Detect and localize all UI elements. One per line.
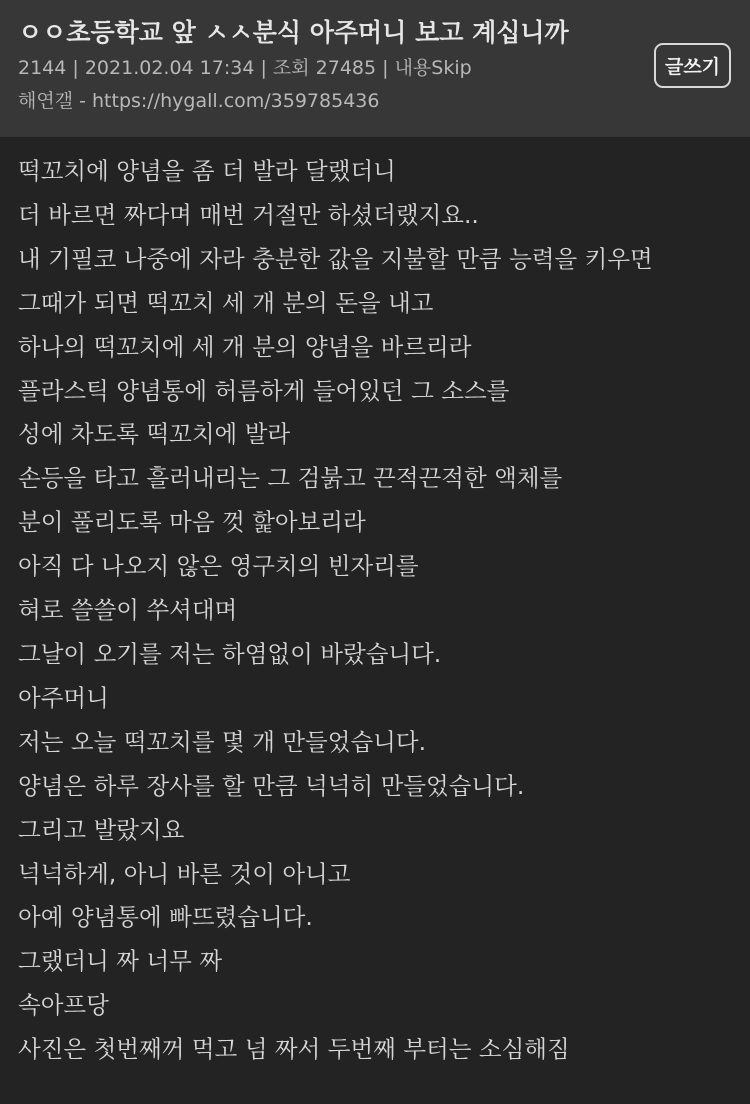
content-line: 사진은 첫번째꺼 먹고 넘 짜서 두번째 부터는 소심해짐 xyxy=(18,1035,570,1064)
content-line: 그날이 오기를 저는 하염없이 바랐습니다. xyxy=(18,639,442,668)
content-line: 저는 오늘 떡꼬치를 몇 개 만들었습니다. xyxy=(18,727,427,756)
post-header xyxy=(0,0,750,137)
content-line: 분이 풀리도록 마음 껏 핥아보리라 xyxy=(18,508,366,537)
content-line: 플라스틱 양념통에 허름하게 들어있던 그 소스를 xyxy=(18,376,510,405)
content-line: 더 바르면 짜다며 매번 거절만 하셨더랬지요.. xyxy=(18,200,479,229)
post-source: 해연갤 - https://hygall.com/359785436 xyxy=(18,90,380,112)
content-line: 아직 다 나오지 않은 영구치의 빈자리를 xyxy=(18,552,419,581)
content-line: 아주머니 xyxy=(18,683,109,712)
content-line: 손등을 타고 흘러내리는 그 검붉고 끈적끈적한 액체를 xyxy=(18,464,563,493)
content-line: 넉넉하게, 아니 바른 것이 아니고 xyxy=(18,859,351,888)
post-body xyxy=(0,137,750,1072)
content-line: 속아프당 xyxy=(18,991,109,1020)
content-line: 떡꼬치에 양념을 좀 더 발라 달랬더니 xyxy=(18,157,396,185)
content-line: 내 기필코 나중에 자라 충분한 값을 지불할 만큼 능력을 키우면 xyxy=(18,244,653,273)
content-line: 그리고 발랐지요 xyxy=(18,815,185,844)
content-line: 아예 양념통에 빠뜨렸습니다. xyxy=(18,903,313,932)
content-line: 그랬더니 짜 너무 짜 xyxy=(18,947,223,976)
content-line: 양념은 하루 장사를 할 만큼 넉넉히 만들었습니다. xyxy=(18,771,525,800)
content-line: 혀로 쓸쓸이 쑤셔대며 xyxy=(18,596,238,625)
write-post-button[interactable]: 글쓰기 xyxy=(654,43,731,88)
content-line: 성에 차도록 떡꼬치에 발라 xyxy=(18,420,291,449)
post-title: ㅇㅇ초등학교 앞 ㅅㅅ분식 아주머니 보고 계십니까 xyxy=(18,18,569,47)
post-meta: 2144 | 2021.02.04 17:34 | 조회 27485 | 내용Skip xyxy=(18,57,472,79)
content-line: 그때가 되면 떡꼬치 세 개 분의 돈을 내고 xyxy=(18,288,434,317)
content-line: 하나의 떡꼬치에 세 개 분의 양념을 바르리라 xyxy=(18,332,472,361)
